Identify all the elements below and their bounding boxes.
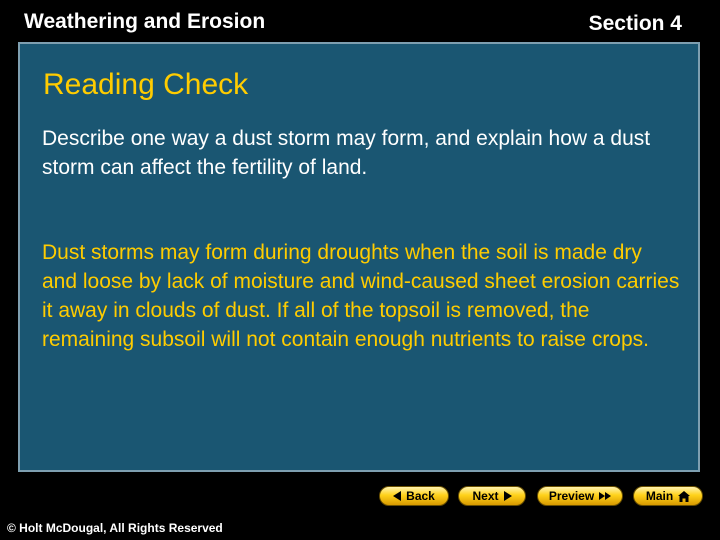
chapter-title: Weathering and Erosion xyxy=(24,10,266,33)
home-icon xyxy=(678,491,690,502)
main-button[interactable] xyxy=(633,486,703,506)
next-button-label: Next xyxy=(472,489,499,503)
preview-button-label: Preview xyxy=(548,489,595,503)
preview-button[interactable] xyxy=(537,486,623,506)
triangle-left-icon xyxy=(393,491,401,501)
answer-text: Dust storms may form during droughts when the soil is made dry and loose by lack of moisture and wind-caused sheet erosion carries it away in clouds of dust. If all of the topsoil is removed, the remaining subsoil will not contain enough nutrients to raise crops. xyxy=(42,241,680,351)
main-button-label: Main xyxy=(645,489,674,503)
question-text: Describe one way a dust storm may form, and explain how a dust storm can affect the fertility of land. xyxy=(42,127,651,179)
next-button[interactable] xyxy=(458,486,526,506)
copyright-text: © Holt McDougal, All Rights Reserved xyxy=(7,521,223,535)
back-button[interactable] xyxy=(379,486,449,506)
triangle-right-icon xyxy=(504,491,512,501)
panel-heading: Reading Check xyxy=(43,68,249,101)
back-button-label: Back xyxy=(406,489,435,503)
double-triangle-right-icon xyxy=(599,492,611,500)
section-label: Section 4 xyxy=(588,12,682,35)
content-panel xyxy=(18,42,700,472)
